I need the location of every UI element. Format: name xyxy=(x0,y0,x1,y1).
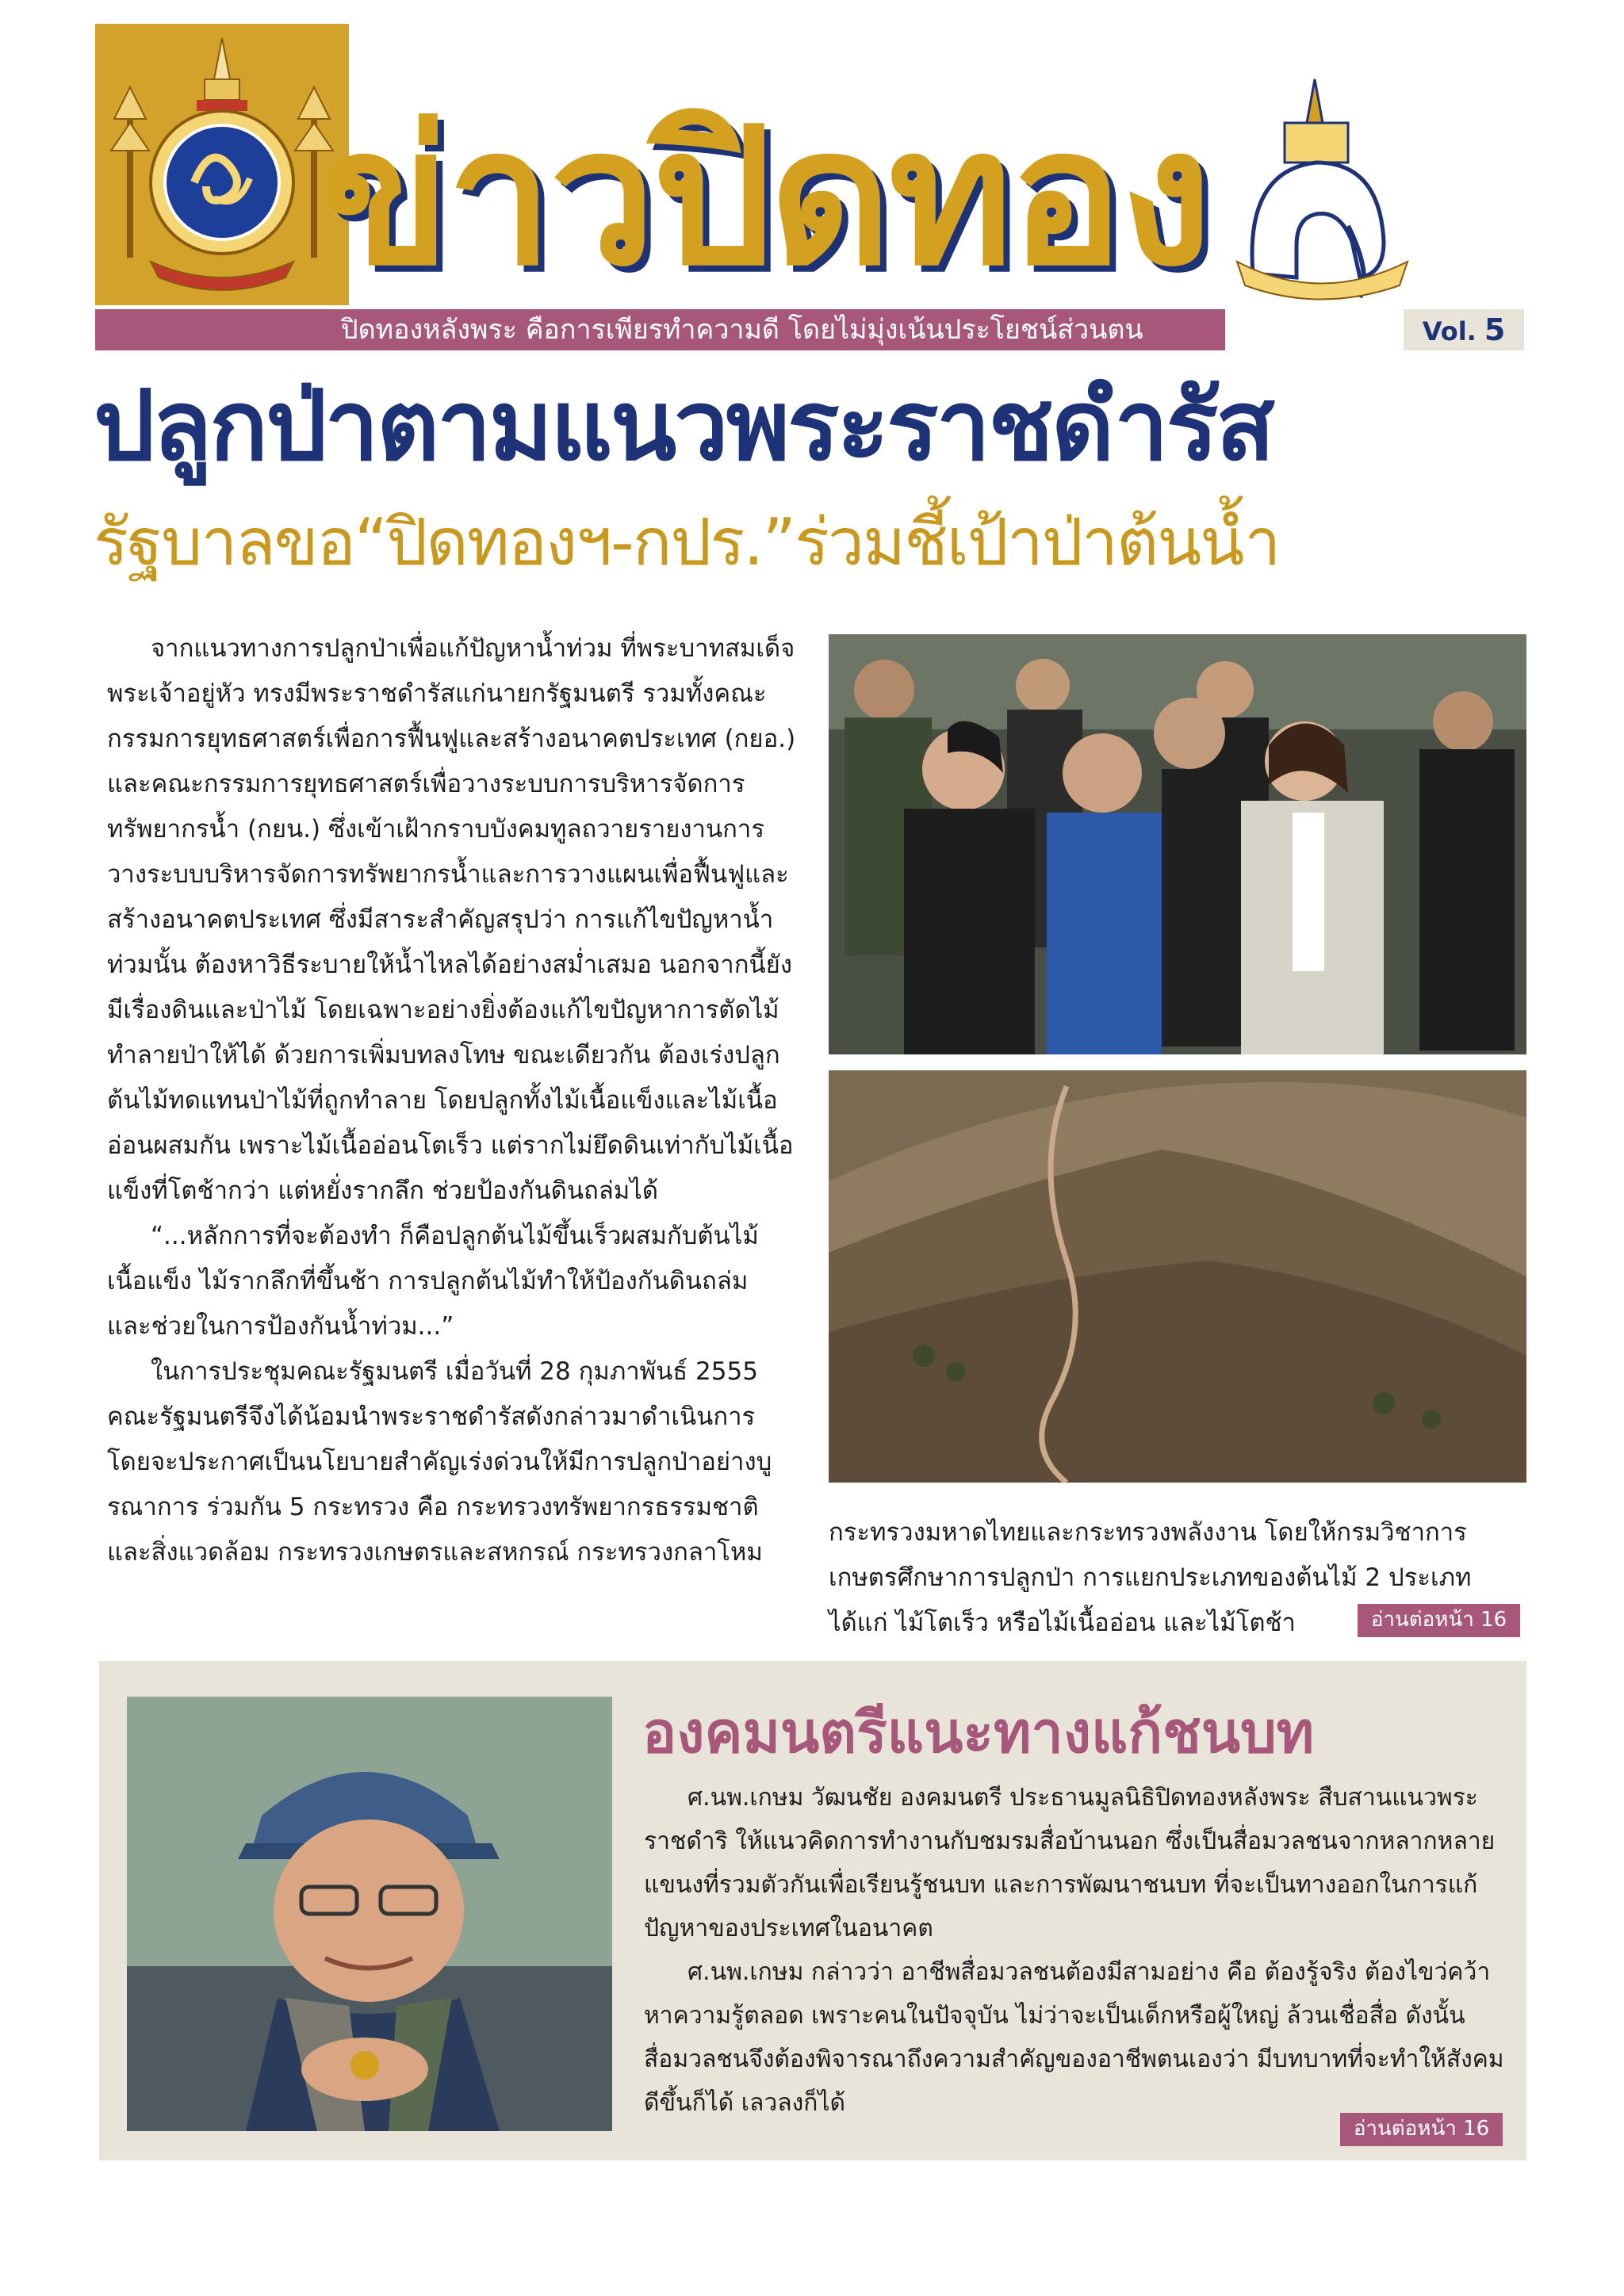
main-story-column xyxy=(107,626,797,1637)
main-headline: ปลูกป่าตามแนวพระราชดำรัส xyxy=(94,369,1273,482)
second-story-column xyxy=(644,1776,1512,2125)
temple-elephant-logo-icon xyxy=(1221,75,1419,313)
main-paragraph-1: จากแนวทางการปลูกป่าเพื่อแก้ปัญหาน้ำท่วม ที่พระบาทสมเด็จพระเจ้าอยู่หัว ทรงมีพระราชดำรัสแก่นายกรัฐมนตรี รวมทั้งคณะกรรมการยุทธศาสตร์เพื่อการฟื้นฟูและสร้างอนาคตประเทศ (กยอ.) และคณะกรรมการยุทธศาสตร์เพื่อวางระบบการบริหารจัดการทรัพยากรน้ำ (กยน.) ซึ่งเข้าเฝ้ากราบบังคมทูลถวายรายงานการวางระบบบริหารจัดการทรัพยากรน้ำและการวางแผนเพื่อฟื้นฟูและสร้างอนาคตประเทศ ซึ่งมีสาระสำคัญสรุปว่า การแก้ไขปัญหาน้ำท่วมนั้น ต้องหาวิธีระบายให้น้ำไหลได้อย่างสม่ำเสมอ นอกจากนี้ยังมีเรื่องดินและป่าไม้ โดยเฉพาะอย่างยิ่งต้องแก้ไขปัญหาการตัดไม้ทำลายป่าให้ได้ ด้วยการเพิ่มบทลงโทษ ขณะเดียวกัน ต้องเร่งปลูกต้นไม้ทดแทนป่าไม้ที่ถูกทำลาย โดยปลูกทั้งไม้เนื้อแข็งและไม้เนื้ออ่อนผสมกัน เพราะไม้เนื้ออ่อนโตเร็ว แต่รากไม่ยึดดินเท่ากับไม้เนื้อแข็งที่โตช้ากว่า แต่หยั่งรากลึก ช่วยป้องกันดินถล่มได้ xyxy=(107,634,796,1205)
councilor-portrait-image xyxy=(127,1697,612,2131)
tagline-bar xyxy=(95,309,1225,350)
main-paragraph-2: “...หลักการที่จะต้องทำ ก็คือปลูกต้นไม้ขึ้นเร็วผสมกับต้นไม้เนื้อแข็ง ไม้รากลึกที่ขึ้นช้า การปลูกต้นไม้ทำให้ป้องกันดินถล่ม และช่วยในการป้องกันน้ำท่วม...” xyxy=(107,1222,759,1341)
temple-logo xyxy=(1221,75,1419,313)
royal-emblem-icon xyxy=(95,24,349,305)
councilor-portrait-photo xyxy=(127,1697,612,2131)
deforested-hill-image xyxy=(829,1070,1526,1483)
continuation-paragraph: กระทรวงมหาดไทยและกระทรวงพลังงาน โดยให้กรมวิชาการเกษตรศึกษาการปลูกป่า การแยกประเภทของต้นไม้ 2 ประเภท ได้แก่ ไม้โตเร็ว หรือไม้เนื้ออ่อน และไม้โตช้า xyxy=(829,1518,1472,1637)
volume-label: Vol. xyxy=(1422,316,1477,346)
second-paragraph-1: ศ.นพ.เกษม วัฒนชัย องคมนตรี ประธานมูลนิธิปิดทองหลังพระ สืบสานแนวพระราชดำริ ให้แนวคิดการทำงานกับชมรมสื่อบ้านนอก ซึ่งเป็นสื่อมวลชนจากหลากหลายแขนงที่รวมตัวกันเพื่อเรียนรู้ชนบท และการพัฒนาชนบท ที่จะเป็นทางออกในการแก้ปัญหาของประเทศในอนาคต xyxy=(644,1784,1496,1942)
main-paragraph-3: ในการประชุมคณะรัฐมนตรี เมื่อวันที่ 28 กุมภาพันธ์ 2555 คณะรัฐมนตรีจึงได้น้อมนำพระราชดำรัสดังกล่าวมาดำเนินการ โดยจะประกาศเป็นนโยบายสำคัญเร่งด่วนให้มีการปลูกป่าอย่างบูรณาการ ร่วมกัน 5 กระทรวง คือ กระทรวงทรัพยากรธรรมชาติและสิ่งแวดล้อม กระทรวงเกษตรและสหกรณ์ กระทรวงกลาโหม xyxy=(107,1357,772,1567)
second-read-more-link[interactable]: อ่านต่อหน้า 16 xyxy=(1340,2113,1503,2146)
deforested-hill-photo xyxy=(829,1070,1526,1483)
second-story-title: องคมนตรีแนะทางแก้ชนบท xyxy=(642,1699,1315,1766)
volume-number: 5 xyxy=(1484,312,1506,347)
tagline-text: ปิดทองหลังพระ คือการเพียรทำความดี โดยไม่มุ่งเน้นประโยชน์ส่วนตน xyxy=(341,314,1143,346)
volume-badge xyxy=(1404,309,1524,350)
main-subheadline: รัฐบาลขอ“ปิดทองฯ-กปร.”ร่วมชี้เป้าป่าต้นน้ำ xyxy=(94,505,1280,580)
masthead-title: ข่าวปิดทอง xyxy=(321,88,1209,308)
officials-group-image xyxy=(829,634,1526,1054)
officials-photo xyxy=(829,634,1526,1054)
royal-emblem xyxy=(95,24,349,305)
second-paragraph-2: ศ.นพ.เกษม กล่าวว่า อาชีพสื่อมวลชนต้องมีสามอย่าง คือ ต้องรู้จริง ต้องไขว่คว้าหาความรู้ตลอด เพราะคนในปัจจุบัน ไม่ว่าจะเป็นเด็กหรือผู้ใหญ่ ล้วนเชื่อสื่อ ดังนั้นสื่อมวลชนจึงต้องพิจารณาถึงความสำคัญของอาชีพตนเองว่า มีบทบาทที่จะทำให้สังคมดีขึ้นก็ได้ เลวลงก็ได้ xyxy=(644,1958,1504,2117)
main-read-more-link[interactable]: อ่านต่อหน้า 16 xyxy=(1358,1604,1520,1637)
